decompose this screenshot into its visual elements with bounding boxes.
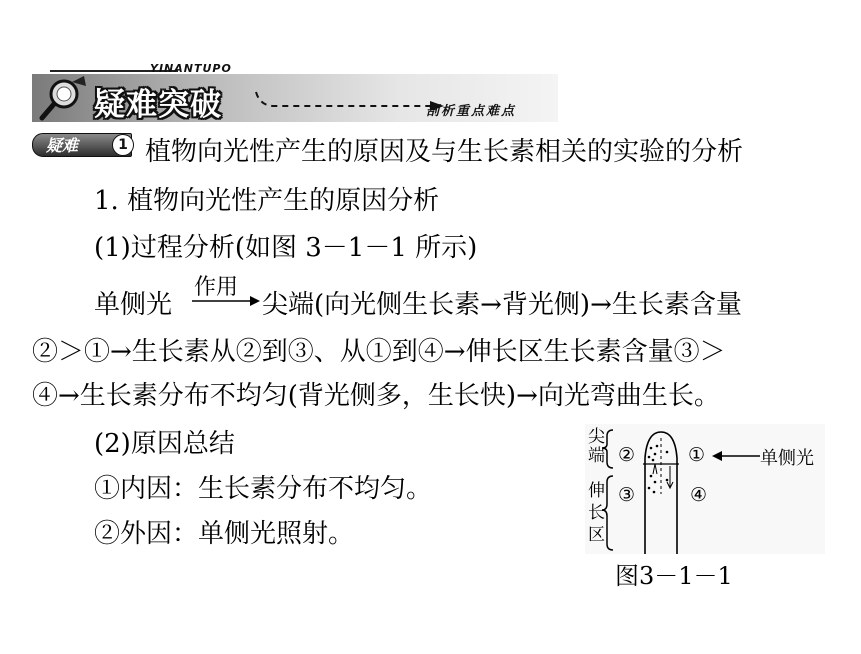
fig-marker-4: ④: [690, 484, 708, 506]
fig-marker-1: ①: [688, 444, 706, 466]
banner-title: 疑难突破: [94, 87, 222, 123]
reason-internal: ①内因：生长素分布不均匀。: [94, 474, 433, 504]
right-arrow-icon: [192, 295, 260, 307]
section-banner: [32, 62, 558, 122]
banner-right-text: 剖析重点难点: [426, 104, 517, 119]
process-line1-end: 尖端(向光侧生长素→背光侧)→生长素含量: [262, 290, 742, 320]
reason-title: (2)原因总结: [94, 429, 235, 459]
dashed-arrow-icon: [254, 88, 450, 118]
auxin-dots: [648, 445, 669, 494]
fig-tip-label: 尖端: [588, 427, 605, 466]
tag-label: 疑难: [46, 136, 79, 155]
figure-caption: 图3－1－1: [615, 562, 733, 590]
difficulty-tag: [32, 131, 132, 157]
section-1-title: 1. 植物向光性产生的原因分析: [94, 186, 440, 216]
process-line2: ②＞①→生长素从②到③、从①到④→伸长区生长素含量③＞: [32, 337, 726, 367]
process-line3: ④→生长素分布不均匀(背光侧多，生长快)→向光弯曲生长。: [32, 381, 720, 411]
magnifier-icon: [34, 72, 94, 122]
banner-subtitle: YINANTUPO: [150, 62, 232, 75]
down-arrow-right: [667, 466, 673, 488]
process-title: (1)过程分析(如图 3－1－1 所示): [94, 233, 478, 263]
process-line1-start: 单侧光: [94, 290, 173, 320]
tag-number: 1: [112, 134, 134, 156]
fig-marker-3: ③: [618, 484, 636, 506]
reason-external: ②外因：单侧光照射。: [94, 519, 355, 549]
section-heading: 植物向光性产生的原因及与生长素相关的实验的分析: [145, 137, 744, 167]
fig-zone-label: 伸长区: [588, 481, 605, 545]
arrow-label: 作用: [194, 275, 239, 300]
fig-light-label: 单侧光: [760, 448, 814, 469]
light-arrow-icon: [712, 448, 760, 464]
down-arrow-left: [653, 464, 657, 474]
fig-marker-2: ②: [618, 444, 636, 466]
